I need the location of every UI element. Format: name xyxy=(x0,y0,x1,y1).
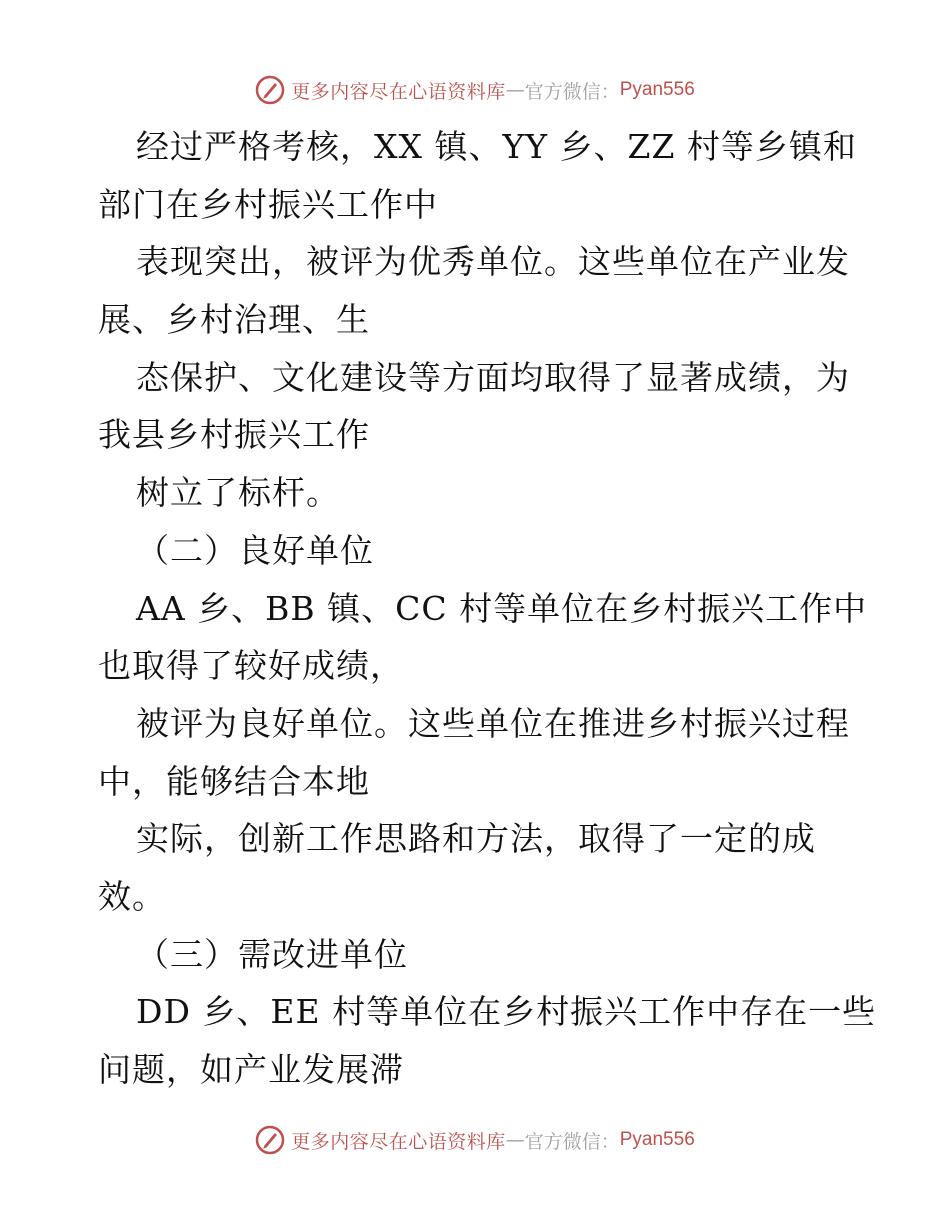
watermark-official-label: 官方微信： xyxy=(524,1130,620,1153)
watermark-brand: 更多内容尽在心语资料库 xyxy=(291,80,506,103)
watermark-separator: — xyxy=(505,79,525,101)
document-body xyxy=(98,118,877,1099)
body-line: 部门在乡村振兴工作中 xyxy=(98,184,438,224)
quill-logo-icon xyxy=(255,1125,285,1155)
watermark-wechat-handle: Pyan556 xyxy=(619,1129,695,1150)
body-line: 也取得了较好成绩， xyxy=(98,646,404,686)
body-line: 效。 xyxy=(98,876,166,916)
body-line: 树立了标杆。 xyxy=(136,473,340,513)
body-line: 被评为良好单位。这些单位在推进乡村振兴过程 xyxy=(136,703,850,743)
watermark-brand: 更多内容尽在心语资料库 xyxy=(291,1130,506,1153)
body-line: 实际，创新工作思路和方法，取得了一定的成 xyxy=(136,819,816,859)
body-line: 展、乡村治理、生 xyxy=(98,300,370,340)
body-line: DD 乡、EE 村等单位在乡村振兴工作中存在一些 xyxy=(136,992,877,1032)
body-line: 我县乡村振兴工作 xyxy=(98,415,370,455)
watermark-separator: — xyxy=(505,1129,525,1151)
header-watermark xyxy=(0,70,950,110)
body-line: 经过严格考核，XX 镇、YY 乡、ZZ 村等乡镇和 xyxy=(136,127,857,166)
body-line: AA 乡、BB 镇、CC 村等单位在乡村振兴工作中 xyxy=(136,588,868,628)
watermark-wechat-handle: Pyan556 xyxy=(619,79,695,100)
body-line: 问题，如产业发展滞 xyxy=(98,1050,404,1089)
section-heading: （二）良好单位 xyxy=(136,530,374,570)
watermark-official-label: 官方微信： xyxy=(524,80,620,103)
body-line: 表现突出，被评为优秀单位。这些单位在产业发 xyxy=(136,242,850,282)
section-heading: （三）需改进单位 xyxy=(136,934,408,974)
quill-logo-icon xyxy=(255,75,285,105)
footer-watermark xyxy=(0,1120,950,1160)
body-line: 态保护、文化建设等方面均取得了显著成绩，为 xyxy=(136,357,850,397)
body-line: 中，能够结合本地 xyxy=(98,761,370,801)
